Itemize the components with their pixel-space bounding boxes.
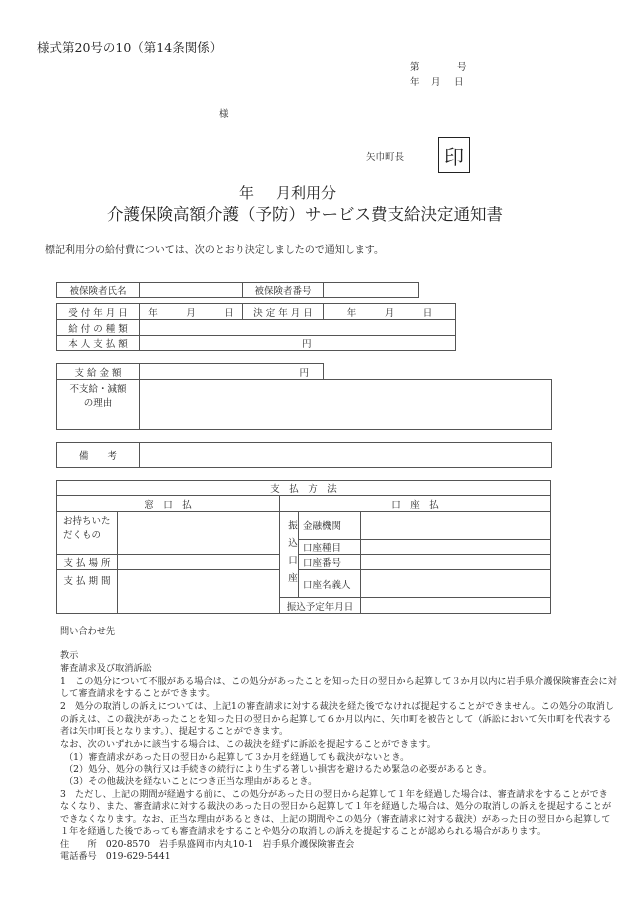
contact-label: 問い合わせ先 xyxy=(60,626,116,637)
addressee-suffix: 様 xyxy=(219,109,229,120)
page-title: 介護保険高額介護（予防）サービス費支給決定通知書 xyxy=(107,205,503,224)
notice-line: なお、次のいずれかに該当する場合は、この裁決を経ずに訴訟を提起することができます。 xyxy=(60,739,436,750)
issuer: 矢巾町長 xyxy=(366,152,405,163)
seal-box: 印 xyxy=(438,137,470,173)
account-holder-label: 口座名義人 xyxy=(298,569,361,598)
bring-items-field[interactable] xyxy=(117,511,280,555)
bring-items-label: お持ちいただくもの xyxy=(56,511,118,555)
payment-period-field[interactable] xyxy=(117,569,280,614)
notice-line: 2 処分の取消しの訴えについては、上記1の審査請求に対する裁決を経た後でなければ提起することができません。この処分の取消し xyxy=(60,701,615,712)
doc-number-prefix: 第 xyxy=(410,62,420,73)
notice-line: 審査請求及び取消訴訟 xyxy=(60,663,152,674)
notice-address: 住 所 020-8570 岩手県盛岡市内丸10-1 岩手県介護保険審査会 xyxy=(60,839,355,850)
title-year: 年 xyxy=(239,184,255,202)
date-year: 年 xyxy=(410,77,420,88)
account-type-label: 口座種目 xyxy=(298,539,361,555)
notice-line: （3）その他裁決を経ないことにつき正当な理由があるとき。 xyxy=(64,776,318,787)
received-date-field[interactable]: 年 月 日 xyxy=(139,303,243,320)
notice-line: 3 ただし、上記の期間が経過する前に、この処分があった日の翌日から起算して１年を経過した場合は、審査請求をすることができ xyxy=(60,789,608,800)
notice-line: 1 この処分について不服がある場合は、この処分があったことを知った日の翌日から起算して３か月以内に岩手県介護保険審査会に対 xyxy=(60,676,617,687)
notice-line: 者は矢巾町長となります。）、提起することができます。 xyxy=(60,726,289,737)
reason-label: 不支給・減額の理由 xyxy=(56,379,140,430)
notice-phone: 電話番号 019-629-5441 xyxy=(60,851,171,862)
payment-amount-label: 支 給 金 額 xyxy=(56,363,140,380)
received-date-label: 受 付 年 月 日 xyxy=(56,303,140,320)
insured-name-field[interactable] xyxy=(139,282,243,298)
title-month: 月利用分 xyxy=(276,184,337,202)
account-holder-field[interactable] xyxy=(360,569,551,598)
remarks-label: 備 考 xyxy=(56,442,140,468)
notice-line: １年を経過した後であっても審査請求をすることや処分の取消しの訴えを提起することが認められる場合があります。 xyxy=(60,826,547,837)
account-number-field[interactable] xyxy=(360,554,551,570)
benefit-type-field[interactable] xyxy=(139,319,456,336)
payment-period-label: 支 払 期 間 xyxy=(56,569,118,614)
doc-number-suffix: 号 xyxy=(457,62,467,73)
notice-line: できなくなります。なお、正当な理由があるときは、上記の期間やこの処分（審査請求に対する裁決）があった日の翌日から起算して xyxy=(60,814,611,825)
transfer-account-label: 振込口座 xyxy=(279,511,299,598)
bank-field[interactable] xyxy=(360,511,551,540)
remarks-field[interactable] xyxy=(139,442,552,468)
account-number-label: 口座番号 xyxy=(298,554,361,570)
account-type-field[interactable] xyxy=(360,539,551,555)
insured-number-label: 被保険者番号 xyxy=(242,282,324,298)
account-payment-header: 口 座 払 xyxy=(279,495,551,512)
notice-line: して審査請求をすることができます。 xyxy=(60,688,216,699)
notice-line: の訴えは、この裁決があったことを知った日の翌日から起算して６か月以内に、矢巾町を被告として（訴訟において矢巾町を代表する xyxy=(60,714,612,725)
insured-number-field[interactable] xyxy=(323,282,419,298)
window-payment-header: 窓 口 払 xyxy=(56,495,280,512)
notice-line: 教示 xyxy=(60,650,79,661)
date-month: 月 xyxy=(431,77,441,88)
decision-date-label: 決 定 年 月 日 xyxy=(242,303,324,320)
bank-label: 金融機関 xyxy=(298,511,361,540)
payment-place-field[interactable] xyxy=(117,554,280,570)
notice-line: なくなり、また、審査請求に対する裁決のあった日の翌日から起算して１年を経過した場合は、処分の取消しの訴えを提起することが xyxy=(60,801,612,812)
date-day: 日 xyxy=(454,77,464,88)
insured-name-label: 被保険者氏名 xyxy=(56,282,140,298)
decision-date-field[interactable]: 年 月 日 xyxy=(323,303,456,320)
self-payment-label: 本 人 支 払 額 xyxy=(56,335,140,351)
payment-method-title: 支 払 方 法 xyxy=(56,480,551,496)
reason-field[interactable] xyxy=(139,379,552,430)
intro-text: 標記利用分の給付費については、次のとおり決定しましたので通知します。 xyxy=(45,245,384,256)
notice-line: （2）処分、処分の執行又は手続きの続行により生ずる著しい損害を避けるため緊急の必要があるとき。 xyxy=(64,764,493,775)
benefit-type-label: 給 付 の 種 類 xyxy=(56,319,140,336)
notice-line: （1）審査請求があった日の翌日から起算して３か月を経過しても裁決がないとき。 xyxy=(64,752,410,763)
transfer-date-label: 振込予定年月日 xyxy=(279,597,361,614)
self-payment-field[interactable]: 円 xyxy=(139,335,456,351)
payment-amount-field[interactable]: 円 xyxy=(139,363,324,380)
payment-place-label: 支 払 場 所 xyxy=(56,554,118,570)
transfer-date-field[interactable] xyxy=(360,597,551,614)
form-number: 様式第20号の10（第14条関係） xyxy=(37,40,223,55)
